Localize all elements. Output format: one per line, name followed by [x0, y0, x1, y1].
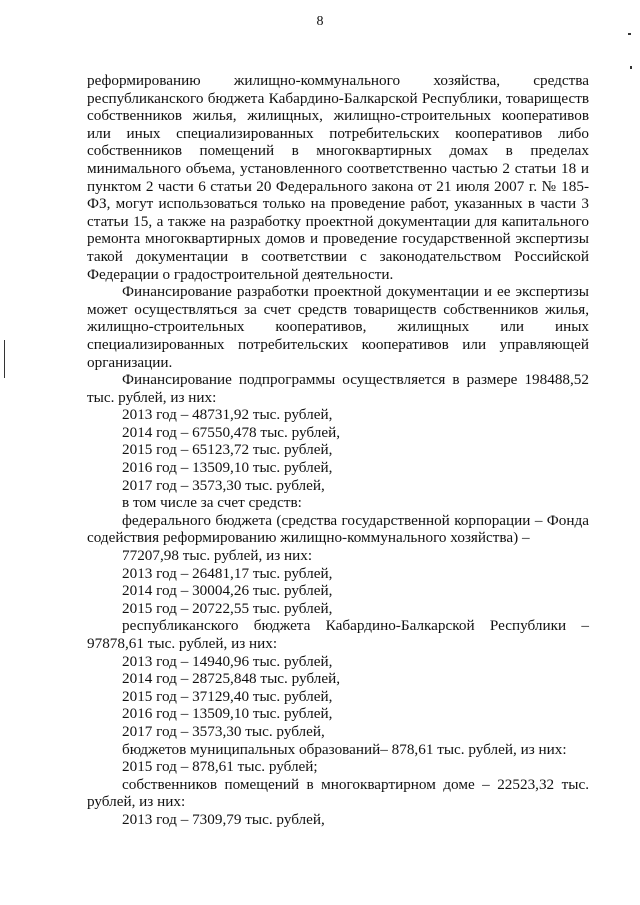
document-body — [87, 72, 589, 829]
list-item: 2016 год – 13509,10 тыс. рублей, — [122, 705, 333, 723]
list-item: 2013 год – 14940,96 тыс. рублей, — [122, 652, 333, 670]
list-item: 2014 год – 30004,26 тыс. рублей, — [122, 582, 333, 600]
paragraph: Финансирование разработки проектной документации и ее экспертизы может осуществляться за счет средств товариществ собственников жилья, жилищно-строительных кооперативов, жилищных или иных специализированных потребительских кооперативов или управляющей организации. — [87, 283, 589, 371]
list-item: 2014 год – 28725,848 тыс. рублей, — [122, 670, 340, 688]
list-item: 2015 год – 37129,40 тыс. рублей, — [122, 687, 333, 705]
paragraph: реформированию жилищно-коммунального хозяйства, средства республиканского бюджета Кабардино-Балкарской Республики, товариществ собственников жилья, жилищных, жилищно-строительных кооперативов или иных специализированных потребительских кооперативов либо собственников помещений в многоквартирных домах в пределах минимального объема, установленного соответственно частью 2 статьи 18 и пунктом 2 части 6 статьи 20 Федерального закона от 21 июля 2007 г. № 185-ФЗ, могут использоваться только на проведение работ, указанных в части 3 статьи 15, а также на разработку проектной документации для капитального ремонта многоквартирных домов и проведение государственной экспертизы такой документации в соответствии с законодательством Российской Федерации о градостроительной деятельности. — [87, 72, 589, 283]
paragraph: собственников помещений в многоквартирном доме – 22523,32 тыс. рублей, из них: — [87, 775, 589, 811]
list-item: 2015 год – 65123,72 тыс. рублей, — [122, 441, 333, 459]
scan-mark — [628, 33, 631, 35]
scan-mark — [4, 340, 5, 378]
paragraph: республиканского бюджета Кабардино-Балкарской Республики – 97878,61 тыс. рублей, из них: — [87, 617, 589, 652]
list-item: 77207,98 тыс. рублей, из них: — [122, 547, 313, 565]
list-item: 2015 год – 878,61 тыс. рублей; — [122, 758, 318, 776]
list-item: 2013 год – 7309,79 тыс. рублей, — [122, 810, 325, 828]
paragraph: федерального бюджета (средства государственной корпорации – Фонда содействия реформированию жилищно-коммунального хозяйства) – — [87, 511, 589, 547]
list-item: 2013 год – 48731,92 тыс. рублей, — [122, 406, 333, 424]
list-item: 2016 год – 13509,10 тыс. рублей, — [122, 459, 333, 477]
list-item: 2017 год – 3573,30 тыс. рублей, — [122, 722, 325, 740]
list-item: 2017 год – 3573,30 тыс. рублей, — [122, 476, 325, 494]
list-item: бюджетов муниципальных образований– 878,61 тыс. рублей, из них: — [122, 740, 567, 758]
list-item: 2015 год – 20722,55 тыс. рублей, — [122, 599, 333, 617]
list-item: 2013 год – 26481,17 тыс. рублей, — [122, 564, 333, 582]
list-item: в том числе за счет средств: — [122, 494, 302, 512]
paragraph: Финансирование подпрограммы осуществляется в размере 198488,52 тыс. рублей, из них: — [87, 371, 589, 406]
list-item: 2014 год – 67550,478 тыс. рублей, — [122, 423, 340, 441]
scan-mark — [630, 66, 632, 69]
page-number: 8 — [316, 14, 324, 29]
